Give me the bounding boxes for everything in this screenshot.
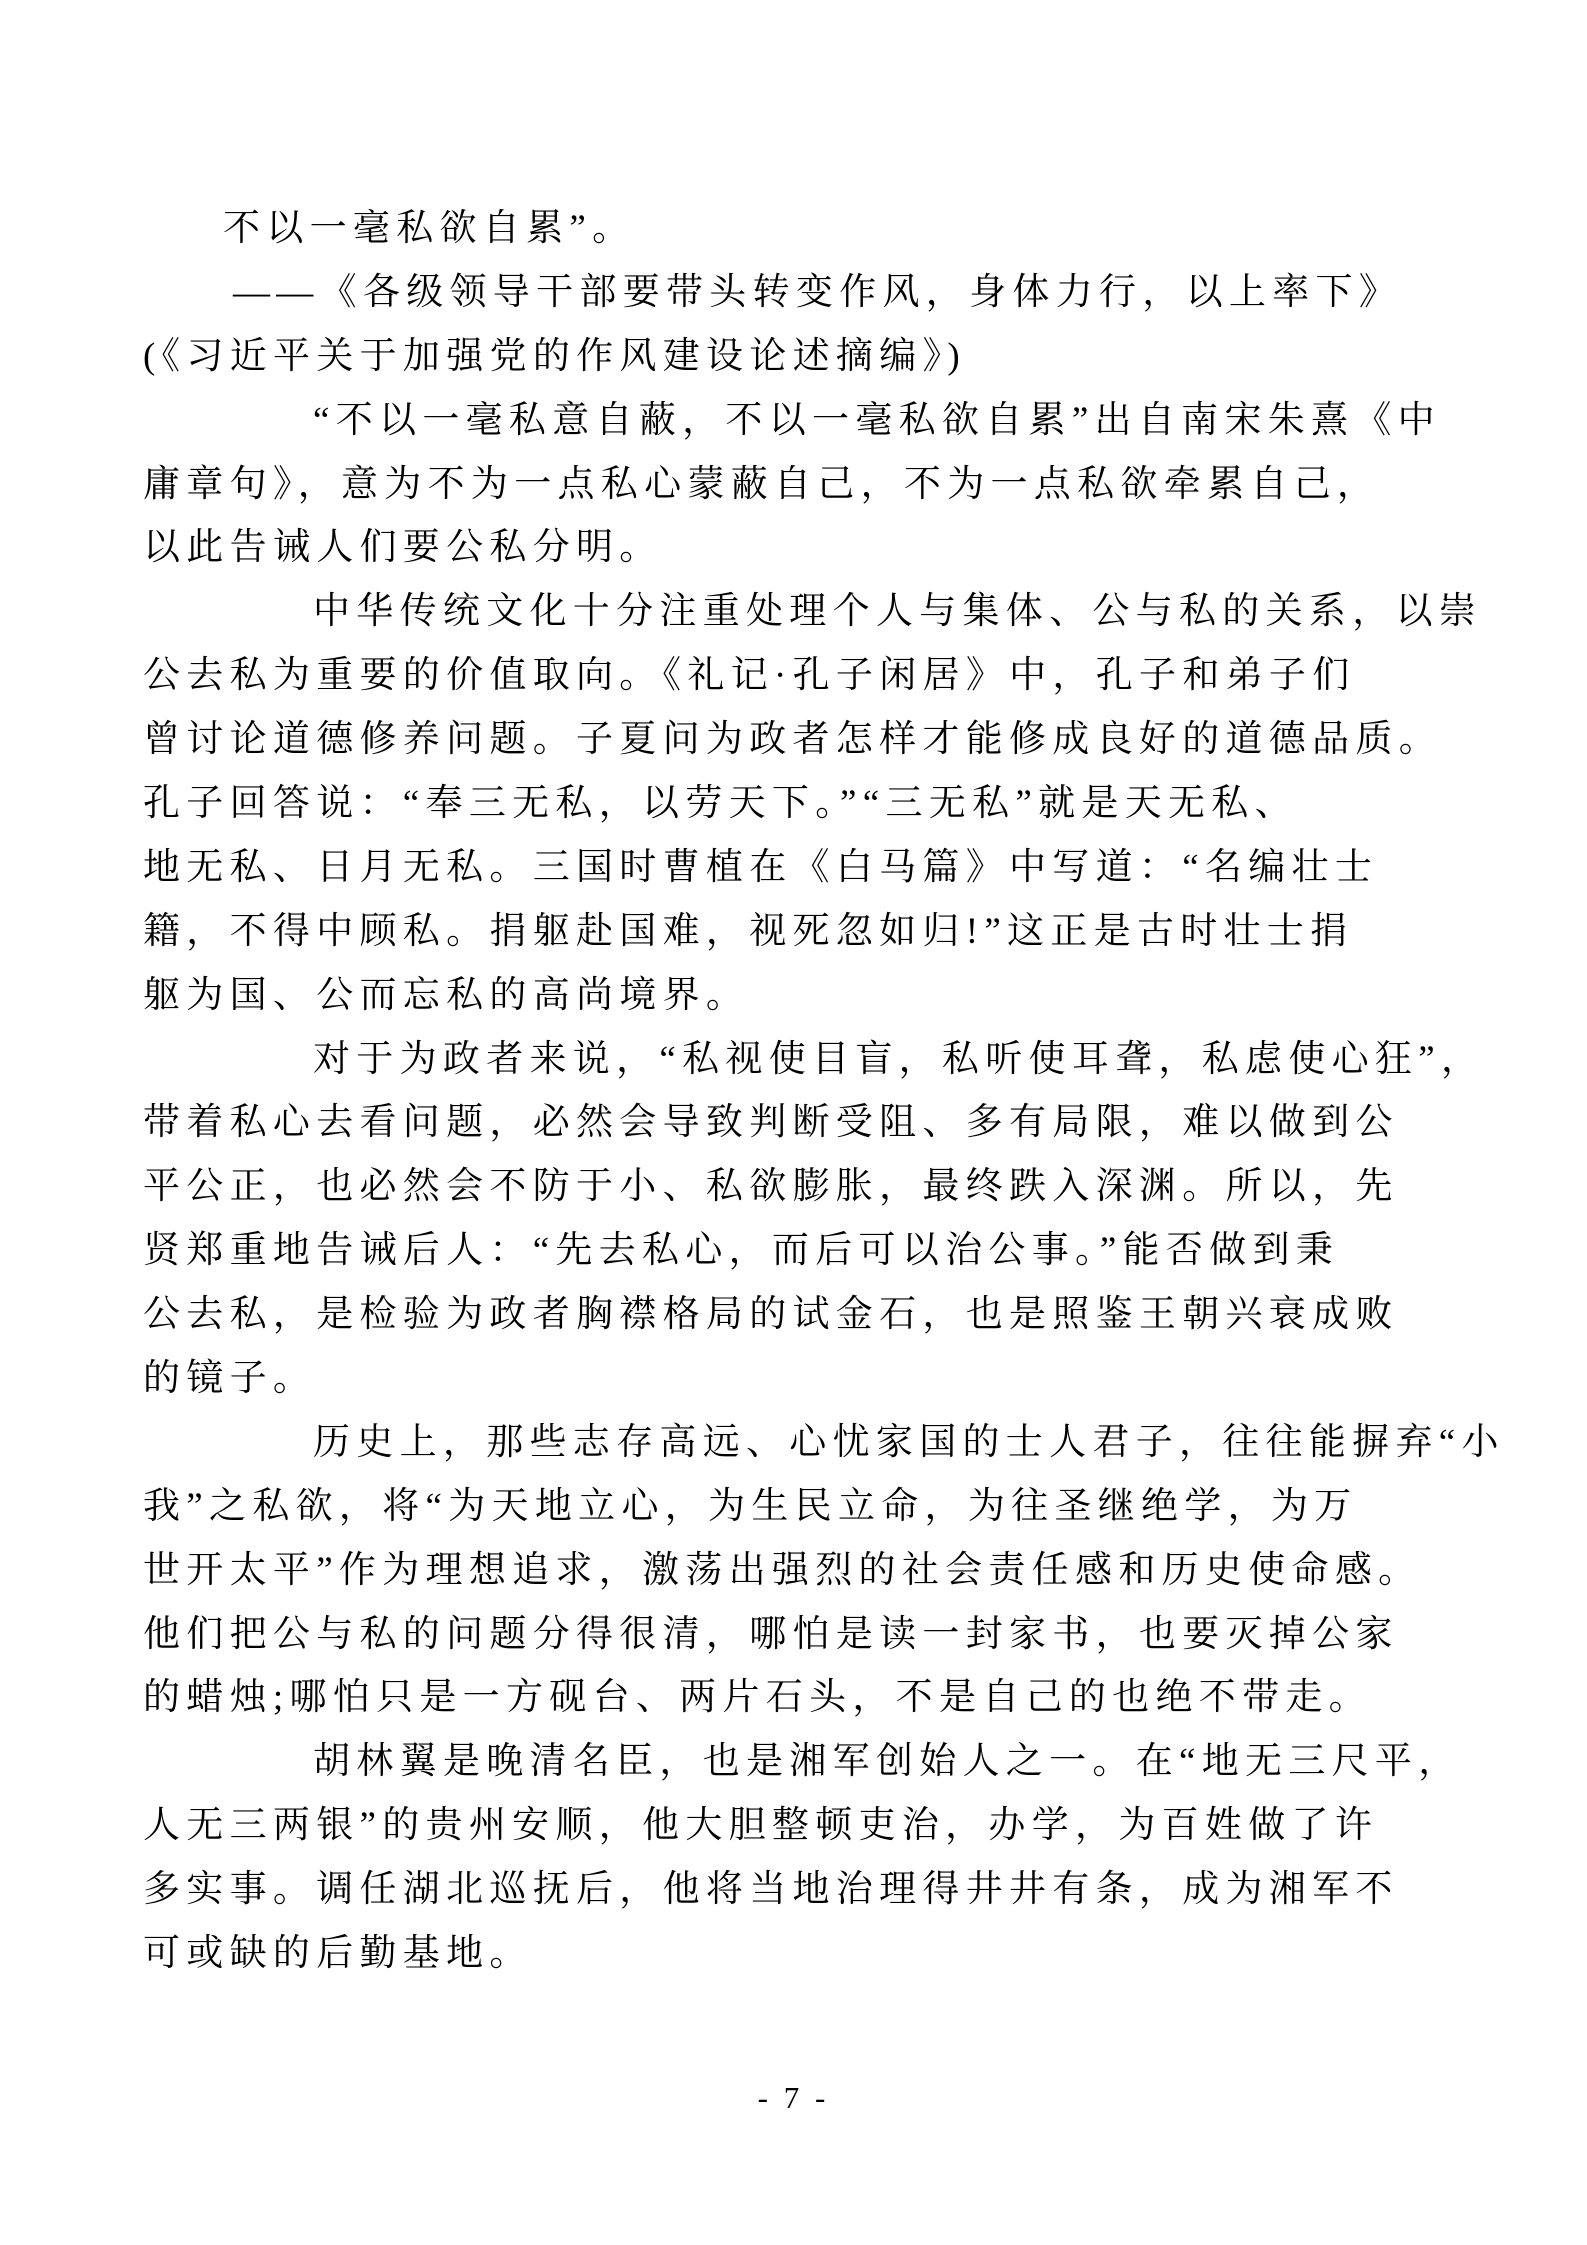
body-line: 孔子回答说：“奉三无私，以劳天下。”“三无私”就是天无私、 bbox=[143, 783, 1298, 825]
page-number: - 7 - bbox=[757, 2080, 830, 2115]
body-line: 庸章句》，意为不为一点私心蒙蔽自己，不为一点私欲牵累自己， bbox=[143, 463, 1381, 505]
body-line: 曾讨论道德修养问题。子夏问为政者怎样才能修成良好的道德品质。 bbox=[143, 719, 1442, 761]
body-line: 我”之私欲，将“为天地立心，为生民立命，为往圣继绝学，为万 bbox=[143, 1485, 1358, 1527]
citation-source-line: (《习近平关于加强党的作风建设论述摘编》) bbox=[143, 335, 966, 377]
body-line: 躯为国、公而忘私的高尚境界。 bbox=[143, 974, 750, 1016]
body-line: 可或缺的后勤基地。 bbox=[143, 1933, 533, 1975]
body-line: 世开太平”作为理想追求，激荡出强烈的社会责任感和历史使命感。 bbox=[143, 1549, 1422, 1591]
body-line: 贤郑重地告诫后人：“先去私心，而后可以治公事。”能否做到秉 bbox=[143, 1230, 1340, 1272]
body-line: 不以一毫私欲自累”。 bbox=[223, 208, 636, 249]
body-line: 籍，不得中顾私。捐躯赴国难，视死忽如归!”这正是古时壮士捐 bbox=[143, 910, 1354, 952]
body-line: 公去私，是检验为政者胸襟格局的试金石，也是照鉴王朝兴衰成败 bbox=[143, 1294, 1399, 1336]
body-line: 他们把公与私的问题分得很清，哪怕是读一封家书，也要灭掉公家 bbox=[143, 1613, 1399, 1655]
body-line: 平公正，也必然会不防于小、私欲膨胀，最终跌入深渊。所以，先 bbox=[143, 1166, 1399, 1208]
body-line: 以此告诫人们要公私分明。 bbox=[143, 527, 663, 569]
body-line: 地无私、日月无私。三国时曹植在《白马篇》中写道：“名编壮士 bbox=[143, 846, 1379, 888]
body-line: 的镜子。 bbox=[143, 1358, 317, 1400]
body-line: 多实事。调任湖北巡抚后，他将当地治理得井井有条，成为湘军不 bbox=[143, 1869, 1399, 1911]
body-line: 人无三两银”的贵州安顺，他大胆整顿吏治，办学，为百姓做了许 bbox=[143, 1805, 1379, 1847]
body-line: 公去私为重要的价值取向。《礼记·孔子闲居》中，孔子和弟子们 bbox=[143, 655, 1356, 697]
body-line: 带着私心去看问题，必然会导致判断受阻、多有局限，难以做到公 bbox=[143, 1102, 1399, 1144]
body-line: 历史上，那些志存高远、心忧家国的士人君子，往往能摒弃“小 bbox=[313, 1421, 1505, 1463]
body-line: 中华传统文化十分注重处理个人与集体、公与私的关系，以崇 bbox=[313, 591, 1483, 633]
document-body bbox=[143, 197, 1505, 1986]
body-line: 的蜡烛;哪怕只是一方砚台、两片石头，不是自己的也绝不带走。 bbox=[143, 1677, 1372, 1719]
body-line: 对于为政者来说，“私视使目盲，私听使耳聋，私虑使心狂”， bbox=[313, 1038, 1485, 1080]
citation-line: ——《各级领导干部要带头转变作风，身体力行，以上率下》 bbox=[233, 271, 1403, 313]
body-line: “不以一毫私意自蔽，不以一毫私欲自累”出自南宋朱熹《中 bbox=[313, 399, 1441, 441]
body-line: 胡林翼是晚清名臣，也是湘军创始人之一。在“地无三尺平， bbox=[313, 1741, 1462, 1783]
